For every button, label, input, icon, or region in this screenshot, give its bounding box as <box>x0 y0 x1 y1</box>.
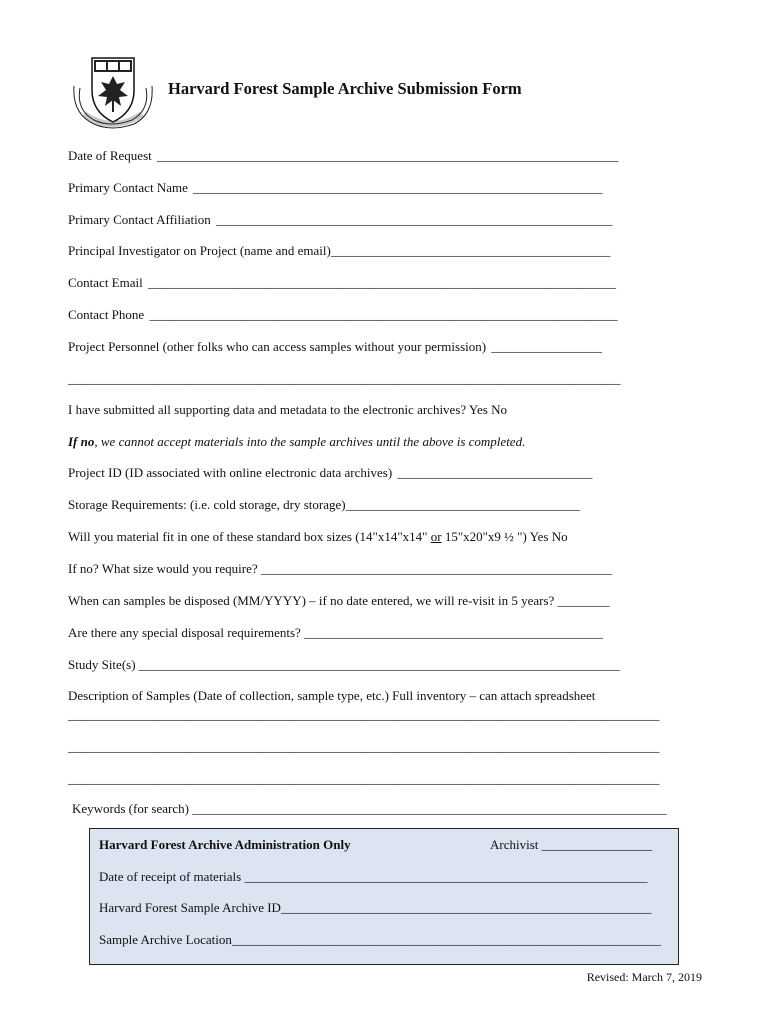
project-personnel-input[interactable]: _________________ <box>491 339 602 354</box>
box-size-or: or <box>430 529 442 544</box>
project-personnel-label: Project Personnel (other folks who can access samples without your permission) <box>68 339 487 354</box>
date-of-request-input[interactable]: _______________________________________________________________________ <box>157 148 619 163</box>
archive-location-input[interactable]: __________________________________________________________________ <box>231 932 661 947</box>
keywords-label: Keywords (for search) <box>72 801 189 816</box>
receipt-date-label: Date of receipt of materials <box>99 869 242 884</box>
if-no-text: , we cannot accept materials into the sample archives until the above is completed. <box>94 434 526 449</box>
archive-id-field[interactable] <box>99 900 651 916</box>
primary-contact-name-label: Primary Contact Name <box>68 180 188 195</box>
archive-location-field[interactable] <box>99 932 661 948</box>
receipt-date-field[interactable] <box>99 869 647 885</box>
receipt-date-input[interactable]: ______________________________________________________________ <box>241 869 648 884</box>
if-no-bold: If no <box>68 434 95 449</box>
project-id-input[interactable]: ______________________________ <box>397 465 593 480</box>
archive-id-label: Harvard Forest Sample Archive ID <box>99 900 281 915</box>
special-disposal-label: Are there any special disposal requirements? <box>68 625 301 640</box>
description-label: Description of Samples (Date of collection, sample type, etc.) Full inventory – can attach spreadsheet <box>68 688 596 703</box>
project-id-label: Project ID (ID associated with online electronic data archives) <box>68 465 393 480</box>
archive-id-input[interactable]: _________________________________________________________ <box>280 900 652 915</box>
primary-contact-affiliation-input[interactable]: _____________________________________________________________ <box>216 212 613 227</box>
contact-phone-input[interactable]: ________________________________________________________________________ <box>149 307 618 322</box>
principal-investigator-field[interactable] <box>68 243 610 259</box>
study-sites-label: Study Site(s) <box>68 657 136 672</box>
primary-contact-affiliation-field[interactable] <box>68 212 613 228</box>
contact-email-field[interactable] <box>68 275 616 291</box>
keywords-input[interactable]: _________________________________________________________________________ <box>188 801 667 816</box>
study-sites-input[interactable]: __________________________________________________________________________ <box>135 657 620 672</box>
admin-only-box <box>89 828 679 965</box>
description-input-line-2[interactable]: ___________________________________________________________________________________________ <box>68 739 660 754</box>
contact-phone-label: Contact Phone <box>68 307 145 322</box>
what-size-field[interactable] <box>68 561 612 577</box>
disposal-date-label: When can samples be disposed (MM/YYYY) – if no date entered, we will re-visit in 5 years? <box>68 593 555 608</box>
storage-requirements-label: Storage Requirements: (i.e. cold storage, dry storage) <box>68 497 346 512</box>
contact-email-input[interactable]: ________________________________________________________________________ <box>147 275 616 290</box>
revised-date: Revised: March 7, 2019 <box>586 970 702 984</box>
date-of-request-label: Date of Request <box>68 148 152 163</box>
special-disposal-input[interactable]: ______________________________________________ <box>300 625 604 640</box>
storage-requirements-field[interactable] <box>68 497 580 513</box>
metadata-question: I have submitted all supporting data and metadata to the electronic archives? Yes No <box>68 402 507 417</box>
project-personnel-continuation[interactable]: _____________________________________________________________________________________ <box>68 371 621 386</box>
project-id-field[interactable] <box>68 465 592 481</box>
primary-contact-name-input[interactable]: _______________________________________________________________ <box>193 180 603 195</box>
date-of-request-field[interactable] <box>68 148 619 164</box>
what-size-label: If no? What size would you require? <box>68 561 258 576</box>
principal-investigator-label: Principal Investigator on Project (name and email) <box>68 243 331 258</box>
contact-email-label: Contact Email <box>68 275 143 290</box>
contact-phone-field[interactable] <box>68 307 617 323</box>
study-sites-field[interactable] <box>68 657 620 673</box>
primary-contact-affiliation-label: Primary Contact Affiliation <box>68 212 211 227</box>
special-disposal-field[interactable] <box>68 625 603 641</box>
description-input-line-3[interactable]: ___________________________________________________________________________________________ <box>68 771 660 786</box>
archivist-field[interactable] <box>490 837 652 853</box>
storage-requirements-input[interactable]: ____________________________________ <box>345 497 580 512</box>
archivist-label: Archivist <box>490 837 539 852</box>
archivist-input[interactable]: _________________ <box>538 837 653 852</box>
primary-contact-name-field[interactable] <box>68 180 603 196</box>
principal-investigator-input[interactable]: ___________________________________________ <box>330 243 611 258</box>
box-size-question <box>68 529 568 545</box>
form-title: Harvard Forest Sample Archive Submission Form <box>168 79 522 98</box>
what-size-input[interactable]: ______________________________________________________ <box>257 561 612 576</box>
admin-box-title: Harvard Forest Archive Administration Only <box>99 837 351 852</box>
box-size-post: 15"x20"x9 ½ ") Yes No <box>441 529 568 544</box>
harvard-forest-crest-logo <box>70 50 156 130</box>
archive-location-label: Sample Archive Location <box>99 932 232 947</box>
keywords-field[interactable] <box>72 801 667 817</box>
disposal-date-input[interactable]: ________ <box>554 593 610 608</box>
description-input-line-1[interactable]: ___________________________________________________________________________________________ <box>68 707 660 722</box>
if-no-note <box>68 434 525 450</box>
box-size-pre: Will you material fit in one of these standard box sizes (14"x14"x14" <box>68 529 431 544</box>
disposal-date-field[interactable] <box>68 593 610 609</box>
project-personnel-field[interactable] <box>68 339 602 355</box>
